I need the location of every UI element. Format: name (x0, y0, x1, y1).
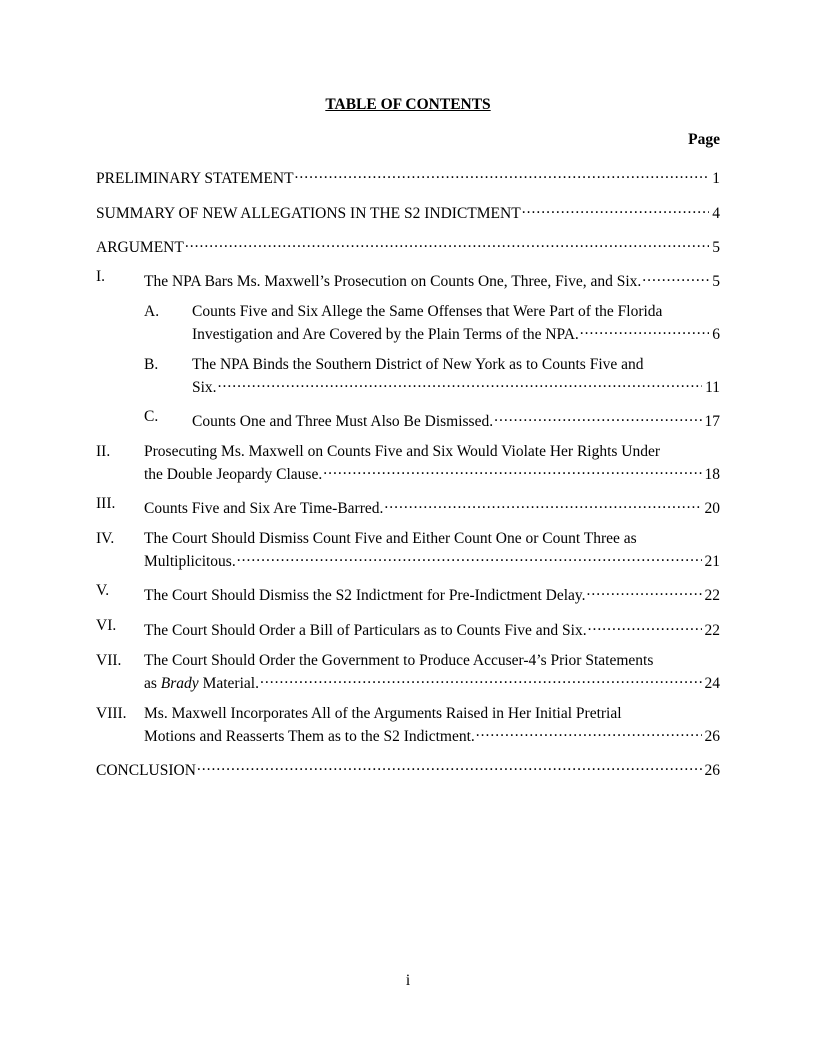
toc-entry-text-line1: The NPA Binds the Southern District of New York as to Counts Five and (192, 356, 644, 373)
toc-entry-text: ARGUMENT (96, 239, 184, 256)
section-number: C. (144, 408, 159, 425)
page-column-label: Page (688, 131, 720, 148)
toc-entry-section-i-b[interactable] (96, 356, 720, 397)
toc-entry-text-line2 (144, 675, 259, 693)
toc-entry-text: Counts Five and Six Are Time-Barred. (144, 500, 384, 517)
dot-leader (185, 234, 709, 252)
dot-leader (197, 757, 702, 775)
toc-entry-conclusion[interactable] (96, 757, 720, 780)
toc-entry-text: Counts One and Three Must Also Be Dismissed. (192, 413, 494, 430)
toc-page-number: 6 (712, 326, 720, 343)
dot-leader (323, 461, 701, 479)
section-number: V. (96, 582, 110, 599)
dot-leader (642, 268, 709, 286)
toc-entry-section-i-a[interactable] (96, 303, 720, 344)
toc-entry-text-line2: Investigation and Are Covered by the Plain Terms of the NPA. (192, 326, 579, 343)
dot-leader (295, 165, 710, 183)
toc-entry-section-ii[interactable] (96, 443, 720, 484)
toc-entry-text-line1: Ms. Maxwell Incorporates All of the Arguments Raised in Her Initial Pretrial (144, 705, 622, 722)
toc-entry-text-line1: The Court Should Dismiss Count Five and Either Count One or Count Three as (144, 530, 637, 547)
toc-entry-text-line2: the Double Jeopardy Clause. (144, 466, 323, 483)
section-number: VIII. (96, 705, 127, 722)
brady-italic: Brady (160, 675, 199, 692)
dot-leader (588, 617, 702, 635)
toc-entry-section-vii[interactable] (96, 652, 720, 693)
toc-page-number: 20 (704, 500, 720, 517)
dot-leader (237, 548, 702, 566)
toc-entry-section-i[interactable] (96, 268, 720, 291)
toc-page-number: 24 (704, 675, 720, 692)
text-prefix: as (144, 675, 161, 692)
toc-entry-text: The NPA Bars Ms. Maxwell’s Prosecution on Counts One, Three, Five, and Six. (144, 273, 642, 290)
toc-entry-preliminary-statement[interactable] (96, 165, 720, 188)
footer-page-number: i (405, 972, 411, 989)
dot-leader (260, 670, 702, 688)
toc-page-number: 5 (712, 239, 720, 256)
section-number: VII. (96, 652, 122, 669)
toc-entry-text-line2: Six. (192, 379, 217, 396)
toc-page-number: 21 (704, 553, 720, 570)
toc-entry-argument[interactable] (96, 234, 720, 257)
dot-leader (476, 723, 702, 741)
toc-page-number: 5 (712, 273, 720, 290)
section-number: II. (96, 443, 111, 460)
toc-entry-summary[interactable] (96, 200, 720, 223)
toc-title: TABLE OF CONTENTS (325, 96, 491, 113)
toc-entry-section-v[interactable] (96, 582, 720, 605)
toc-page-number: 22 (704, 622, 720, 639)
toc-page-number: 17 (704, 413, 720, 430)
section-number: B. (144, 356, 159, 373)
section-number: IV. (96, 530, 115, 547)
toc-entry-text: SUMMARY OF NEW ALLEGATIONS IN THE S2 INDICTMENT (96, 205, 521, 222)
section-number: VI. (96, 617, 117, 634)
toc-entry-text-line2: Multiplicitous. (144, 553, 236, 570)
dot-leader (587, 582, 702, 600)
toc-entry-text-line2: Motions and Reasserts Them as to the S2 Indictment. (144, 728, 475, 745)
toc-page-number: 4 (712, 205, 720, 222)
toc-page-number: 1 (712, 170, 720, 187)
section-number: A. (144, 303, 160, 320)
dot-leader (522, 200, 710, 218)
toc-entry-section-iv[interactable] (96, 530, 720, 571)
dot-leader (494, 408, 701, 426)
dot-leader (384, 495, 701, 513)
toc-page-number: 22 (704, 587, 720, 604)
toc-entry-text-line1: Counts Five and Six Allege the Same Offenses that Were Part of the Florida (192, 303, 663, 320)
toc-entry-section-vi[interactable] (96, 617, 720, 640)
text-suffix: Material. (198, 675, 259, 692)
toc-page-number: 11 (705, 379, 720, 396)
toc-entry-section-iii[interactable] (96, 495, 720, 518)
dot-leader (218, 374, 703, 392)
toc-page-number: 26 (704, 728, 720, 745)
toc-entry-text: PRELIMINARY STATEMENT (96, 170, 294, 187)
toc-entry-text: The Court Should Order a Bill of Particulars as to Counts Five and Six. (144, 622, 587, 639)
toc-entry-text: The Court Should Dismiss the S2 Indictment for Pre-Indictment Delay. (144, 587, 586, 604)
toc-page-number: 18 (704, 466, 720, 483)
toc-entry-section-viii[interactable] (96, 705, 720, 746)
section-number: I. (96, 268, 106, 285)
dot-leader (580, 321, 709, 339)
toc-entry-text: CONCLUSION (96, 762, 196, 779)
toc-entry-text-line1: Prosecuting Ms. Maxwell on Counts Five and Six Would Violate Her Rights Under (144, 443, 661, 460)
toc-entry-section-i-c[interactable] (96, 408, 720, 431)
toc-entry-text-line1: The Court Should Order the Government to Produce Accuser-4’s Prior Statements (144, 652, 654, 669)
section-number: III. (96, 495, 116, 512)
toc-page-number: 26 (704, 762, 720, 779)
